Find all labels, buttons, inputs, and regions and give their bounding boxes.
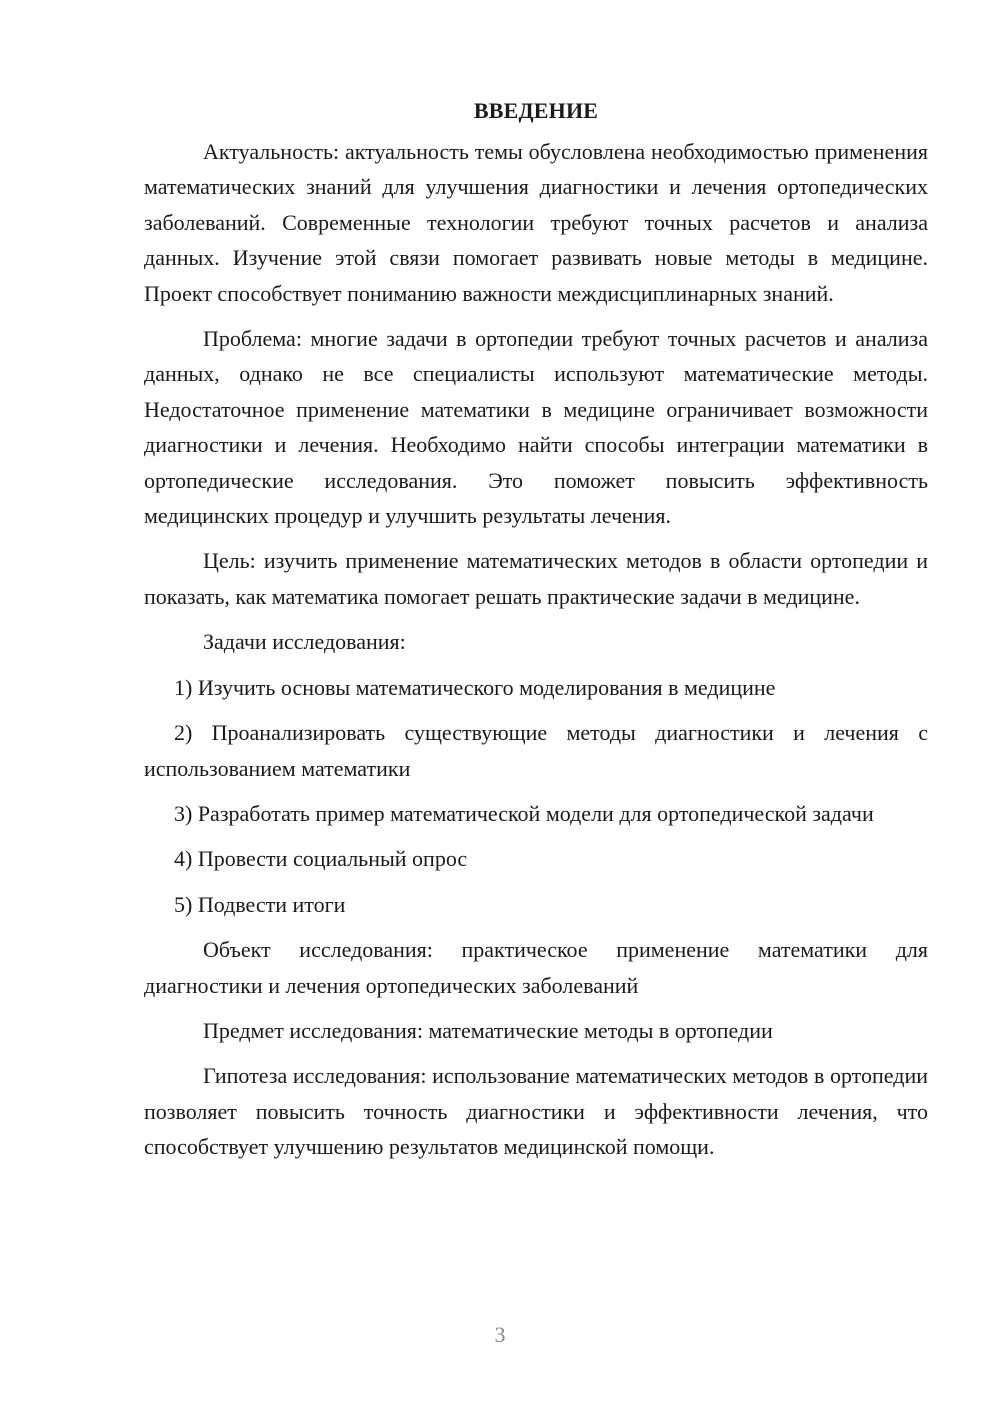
goal-paragraph: Цель: изучить применение математических методов в области ортопедии и показать, как математика помогает решать практические задачи в медицине.	[144, 548, 928, 609]
page-number: 3	[494, 1322, 506, 1347]
section-title: ВВЕДЕНИЕ	[473, 98, 599, 123]
task-item-4: 4) Провести социальный опрос	[174, 846, 468, 872]
problem-paragraph: Проблема: многие задачи в ортопедии требуют точных расчетов и анализа данных, однако не все специалисты используют математические методы. Недостаточное применение математики в медицине ограничивает возможности диагностики и лечения. Необходимо найти способы интеграции математики в ортопедические исследования. Это поможет повысить эффективность медицинских процедур и улучшить результаты лечения.	[144, 326, 928, 529]
relevance-paragraph: Актуальность: актуальность темы обусловлена необходимостью применения математических знаний для улучшения диагностики и лечения ортопедических заболеваний. Современные технологии требуют точных расчетов и анализа данных. Изучение этой связи помогает развивать новые методы в медицине. Проект способствует пониманию важности междисциплинарных знаний.	[144, 139, 928, 306]
subject-paragraph: Предмет исследования: математические методы в ортопедии	[203, 1017, 773, 1043]
task-item-3: 3) Разработать пример математической модели для ортопедической задачи	[174, 800, 874, 826]
object-paragraph: Объект исследования: практическое применение математики для диагностики и лечения ортопедических заболеваний	[144, 937, 928, 998]
hypothesis-paragraph: Гипотеза исследования: использование математических методов в ортопедии позволяет повысить точность диагностики и эффективности лечения, что способствует улучшению результатов медицинской помощи.	[144, 1063, 928, 1160]
task-item-5: 5) Подвести итоги	[174, 891, 346, 917]
task-item-1: 1) Изучить основы математического моделирования в медицине	[174, 674, 776, 700]
task-item-2: 2) Проанализировать существующие методы диагностики и лечения с использованием математики	[144, 720, 928, 781]
document-page	[144, 88, 928, 1175]
tasks-heading: Задачи исследования:	[203, 629, 406, 655]
